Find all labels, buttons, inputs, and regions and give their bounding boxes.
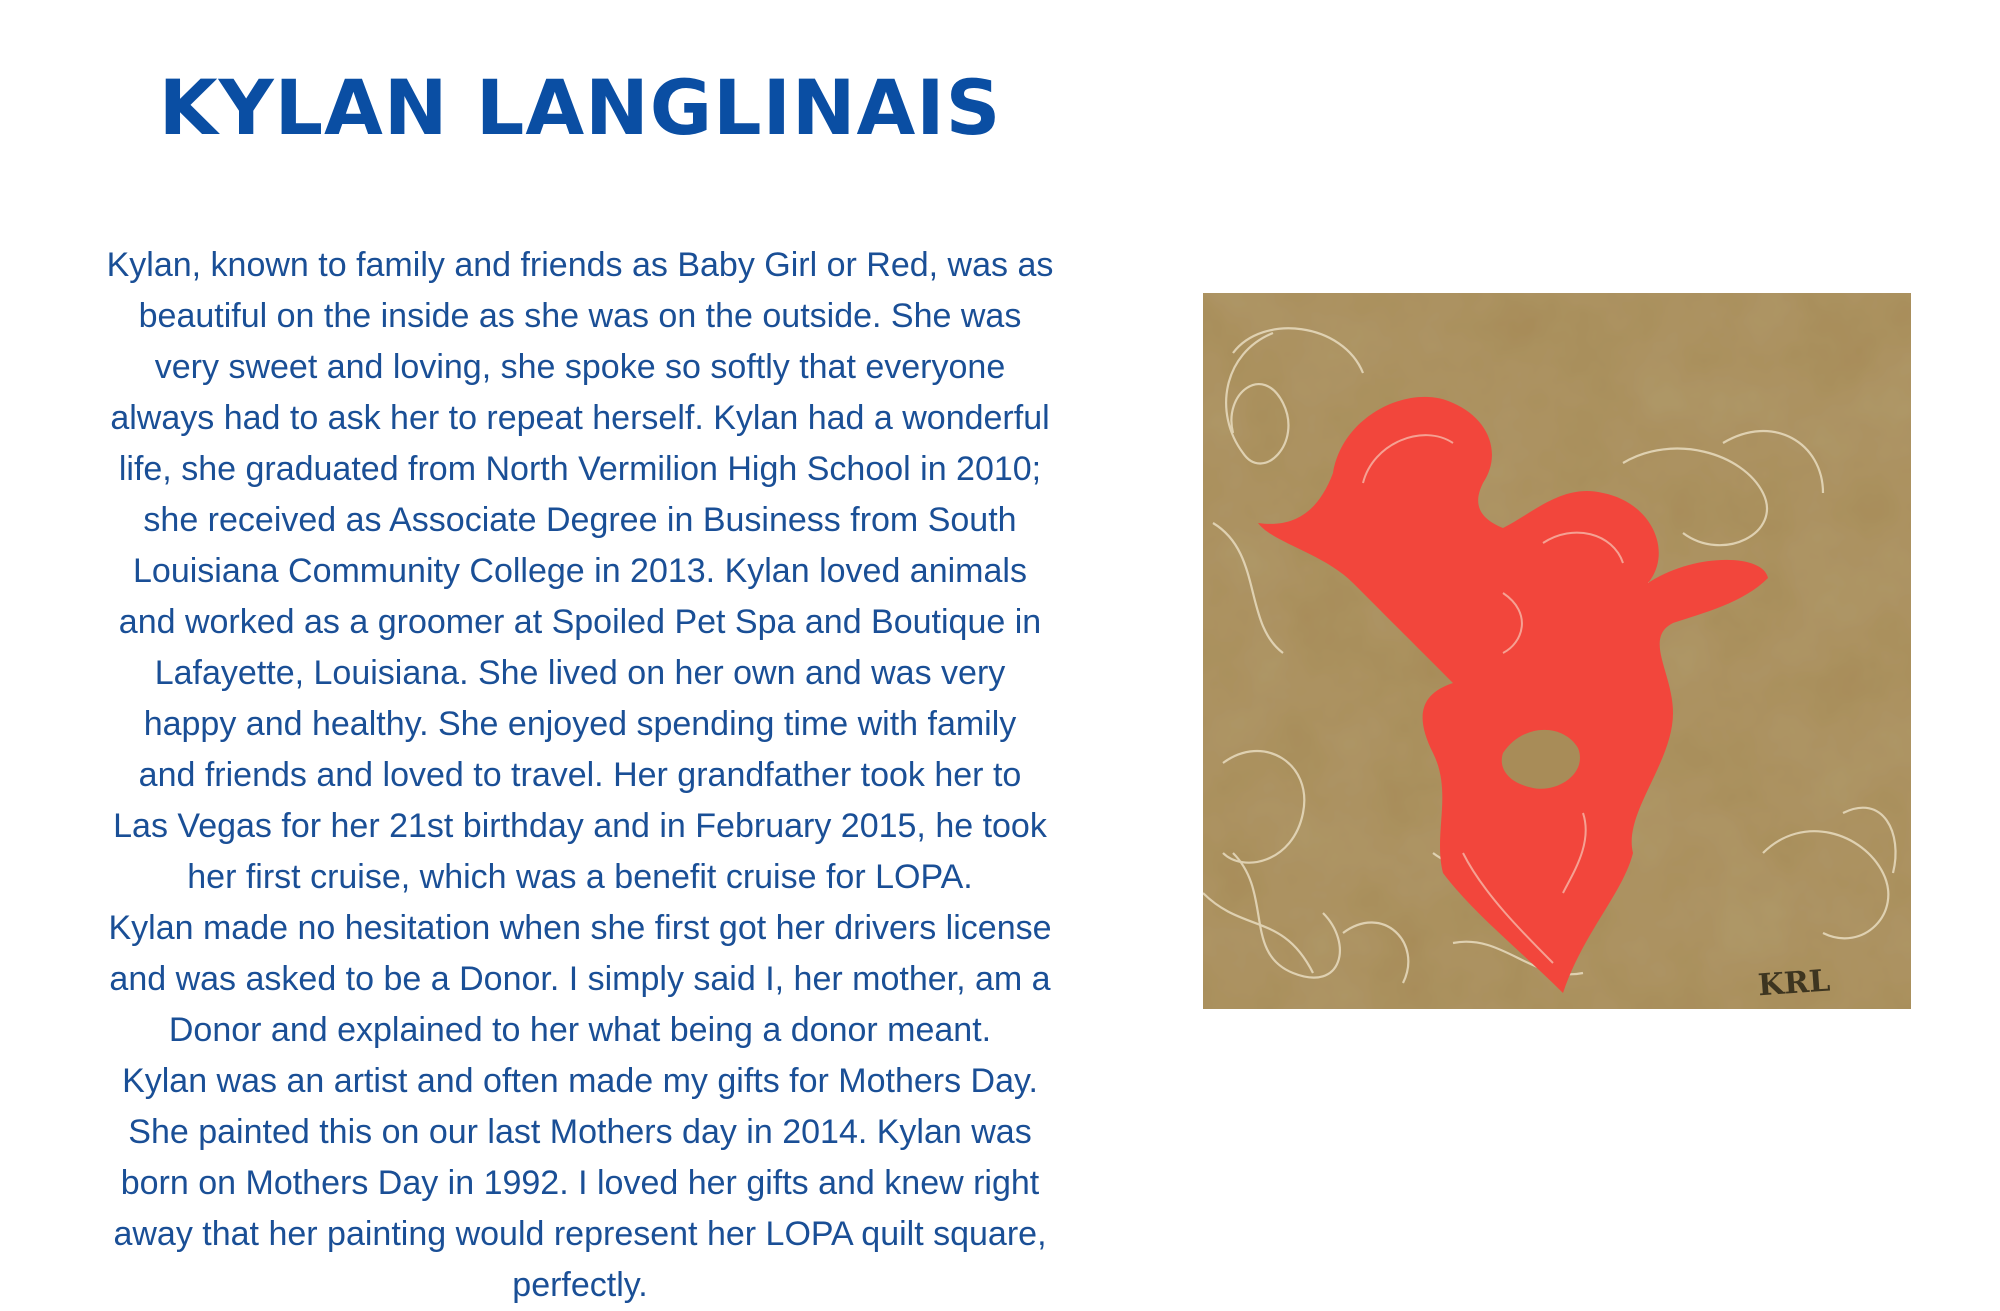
- bio-line: happy and healthy. She enjoyed spending time with family: [143, 705, 1017, 743]
- bio-paragraph: [80, 240, 1080, 1311]
- bio-line: and worked as a groomer at Spoiled Pet Spa and Boutique in: [118, 603, 1042, 641]
- painting-artwork: [1203, 293, 1911, 1009]
- bio-line: and friends and loved to travel. Her grandfather took her to: [138, 756, 1022, 794]
- artist-signature: KRL: [1756, 963, 1832, 1004]
- bio-line: Kylan was an artist and often made my gifts for Mothers Day.: [122, 1062, 1038, 1100]
- bio-line: very sweet and loving, she spoke so softly that everyone: [154, 348, 1006, 386]
- bio-line: away that her painting would represent her LOPA quilt square,: [113, 1215, 1047, 1253]
- bio-line: Lafayette, Louisiana. She lived on her own and was very: [154, 654, 1006, 692]
- bio-line: Louisiana Community College in 2013. Kylan loved animals: [133, 552, 1027, 590]
- memorial-text: [80, 60, 1080, 1311]
- bio-line: always had to ask her to repeat herself. Kylan had a wonderful: [110, 399, 1050, 437]
- bio-line: beautiful on the inside as she was on the outside. She was: [138, 297, 1022, 335]
- bio-line: Kylan, known to family and friends as Baby Girl or Red, was as: [106, 246, 1054, 284]
- bio-line: Las Vegas for her 21st birthday and in February 2015, he took: [113, 807, 1047, 845]
- bio-line: Donor and explained to her what being a donor meant.: [168, 1011, 992, 1049]
- bio-line: her first cruise, which was a benefit cruise for LOPA.: [187, 858, 973, 896]
- page-title: KYLAN LANGLINAIS: [158, 63, 1002, 152]
- bio-line: she received as Associate Degree in Business from South: [143, 501, 1017, 539]
- bio-line: life, she graduated from North Vermilion High School in 2010;: [118, 450, 1042, 488]
- bio-line: She painted this on our last Mothers day in 2014. Kylan was: [128, 1113, 1032, 1151]
- bio-line: perfectly.: [512, 1266, 648, 1304]
- bio-line: and was asked to be a Donor. I simply said I, her mother, am a: [109, 960, 1051, 998]
- bio-line: born on Mothers Day in 1992. I loved her gifts and knew right: [120, 1164, 1040, 1202]
- quilt-square-painting: [1203, 293, 1911, 1009]
- bio-line: Kylan made no hesitation when she first got her drivers license: [108, 909, 1052, 947]
